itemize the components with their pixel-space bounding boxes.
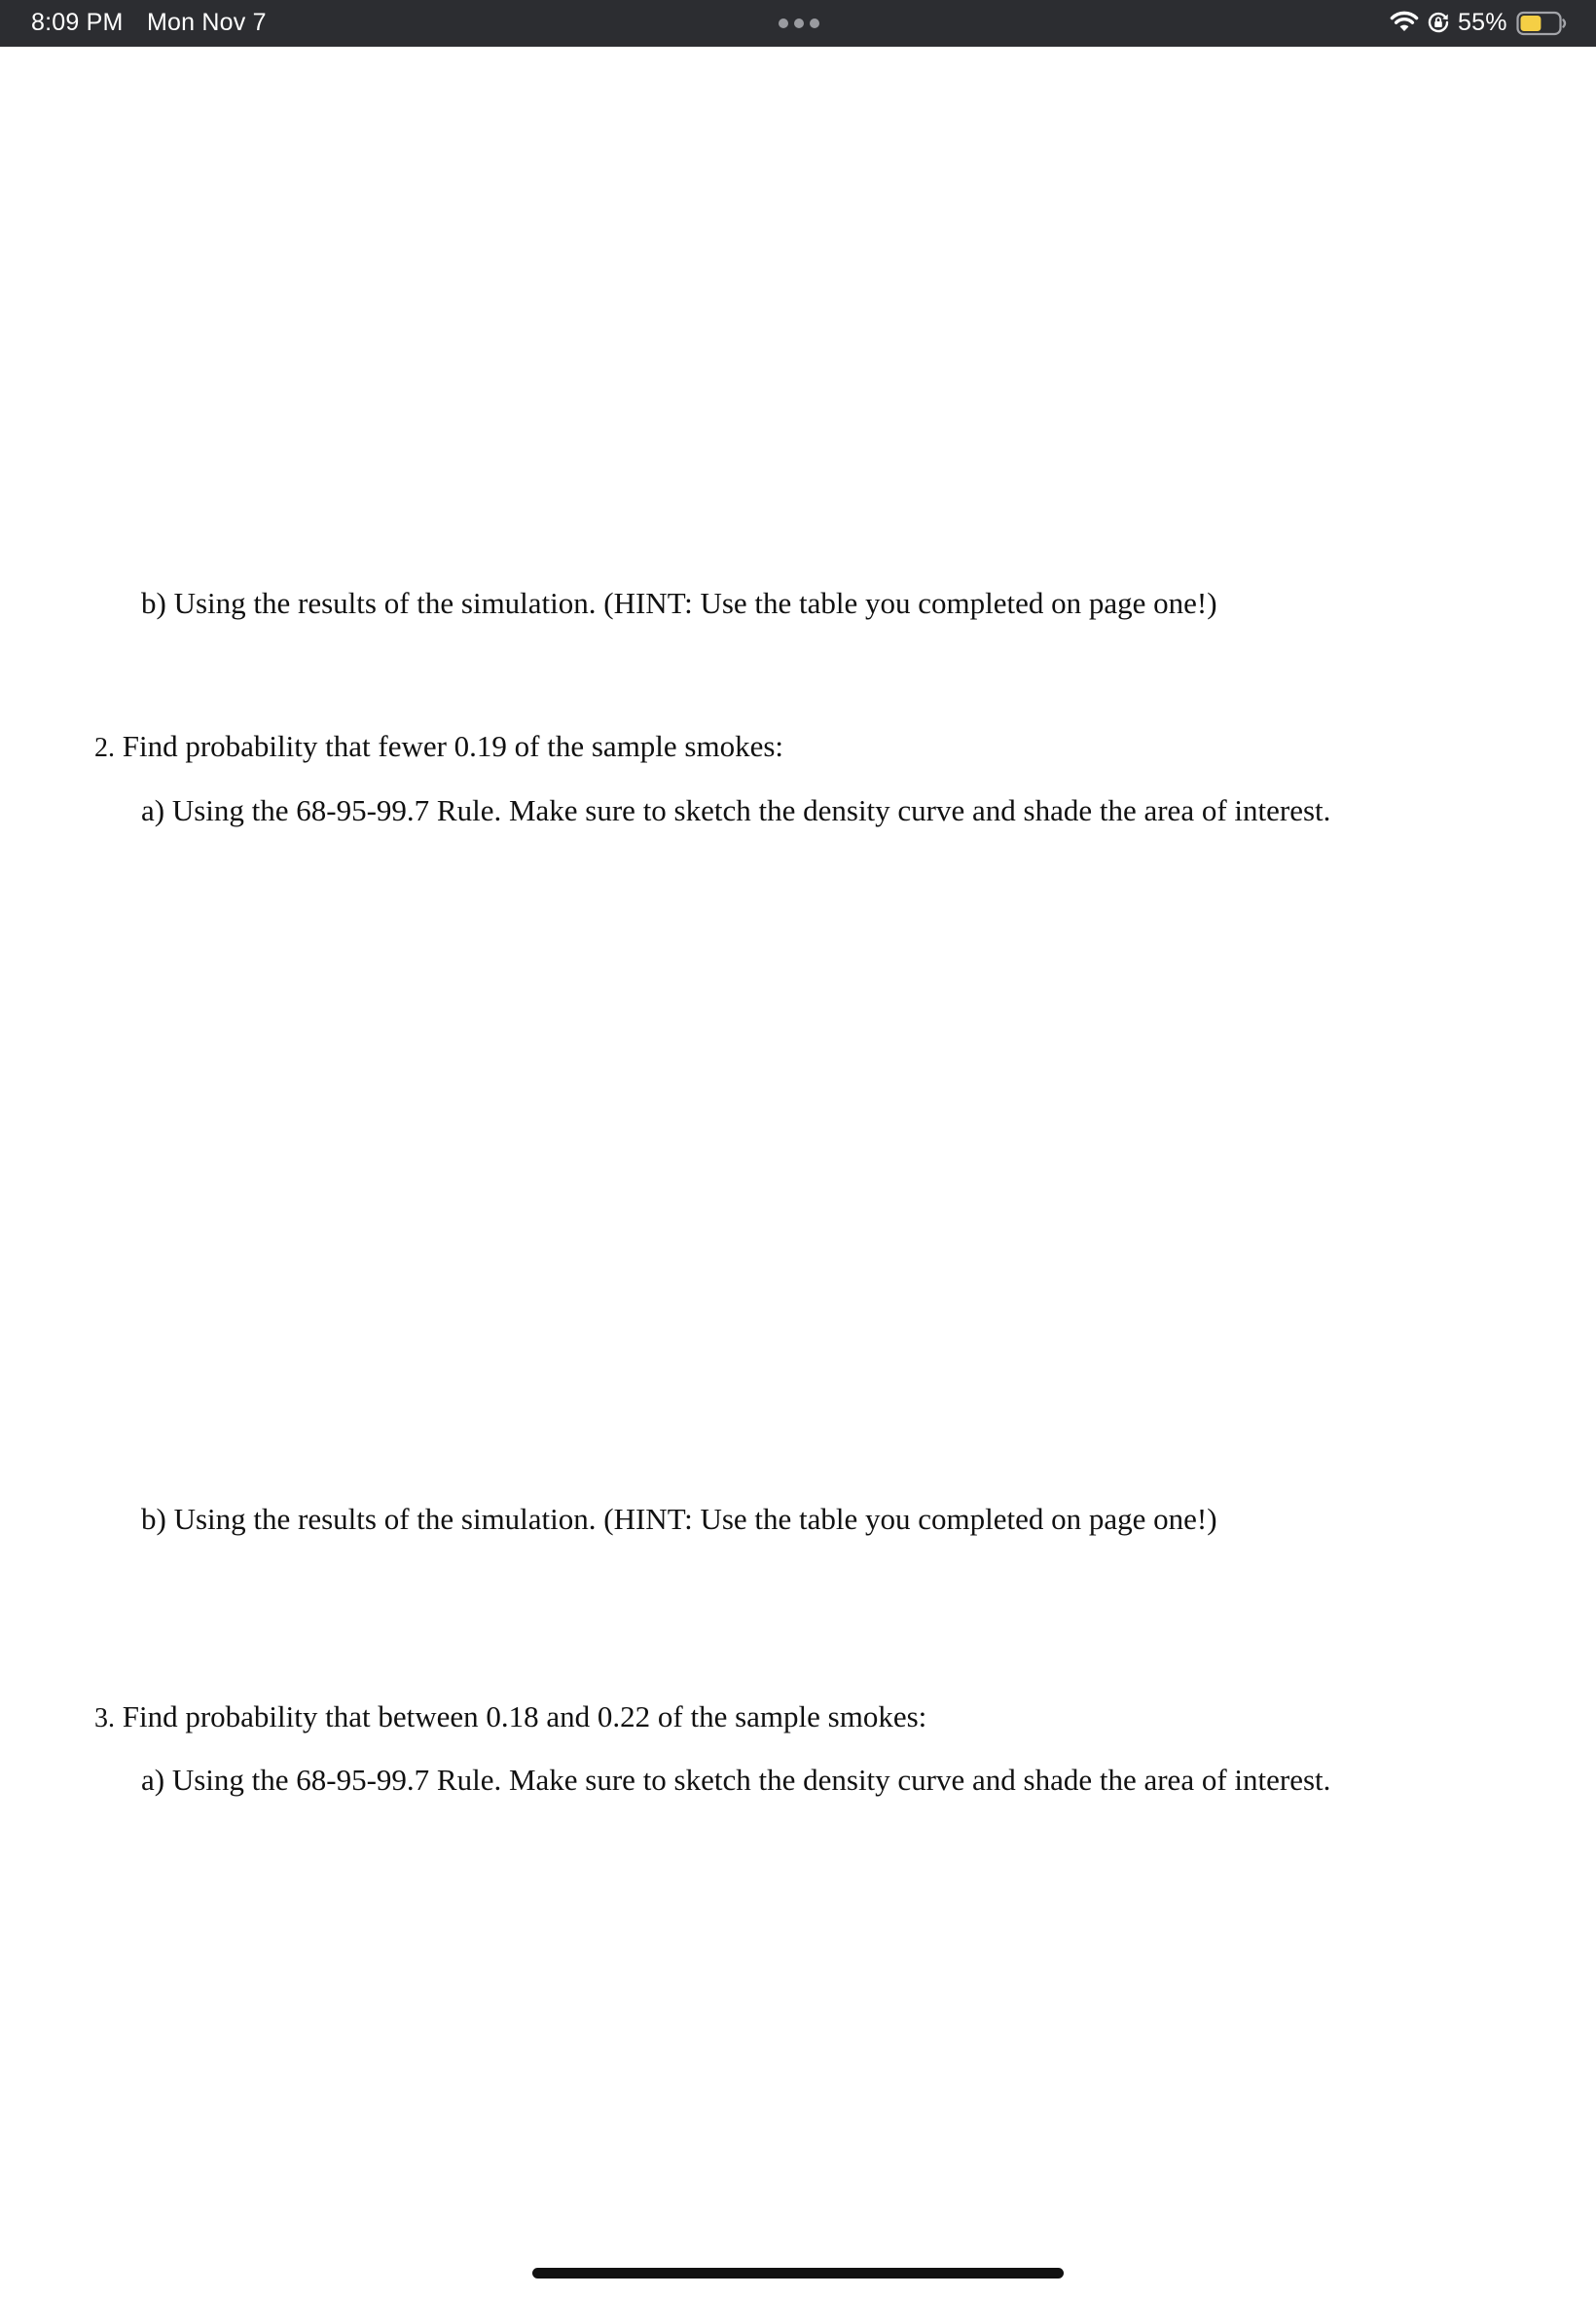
q2-part-a-text: a) Using the 68-95-99.7 Rule. Make sure to sketch the density curve and shade the area of interest. [141, 793, 1331, 827]
q2-part-b-text: b) Using the results of the simulation. (HINT: Use the table you completed on page one!) [141, 1502, 1217, 1536]
q2-number: 2. [94, 733, 115, 763]
home-indicator[interactable] [532, 2268, 1064, 2279]
status-bar [0, 0, 1596, 47]
multitask-dots-icon[interactable] [779, 18, 821, 29]
wifi-icon [1390, 10, 1419, 33]
battery-icon [1516, 10, 1567, 37]
q3-number: 3. [94, 1703, 115, 1733]
q3-prompt-text: Find probability that between 0.18 and 0.22 of the sample smokes: [122, 1699, 927, 1733]
status-time: 8:09 PM [31, 9, 124, 36]
q3-part-a-text: a) Using the 68-95-99.7 Rule. Make sure to sketch the density curve and shade the area of interest. [141, 1763, 1331, 1797]
q2-prompt [94, 731, 783, 762]
orientation-lock-icon [1427, 11, 1450, 34]
q1-part-b-text: b) Using the results of the simulation. (HINT: Use the table you completed on page one!) [141, 586, 1217, 620]
status-date: Mon Nov 7 [147, 9, 267, 36]
q3-prompt [94, 1701, 926, 1732]
battery-percent: 55% [1458, 9, 1507, 36]
q2-prompt-text: Find probability that fewer 0.19 of the sample smokes: [122, 729, 784, 763]
